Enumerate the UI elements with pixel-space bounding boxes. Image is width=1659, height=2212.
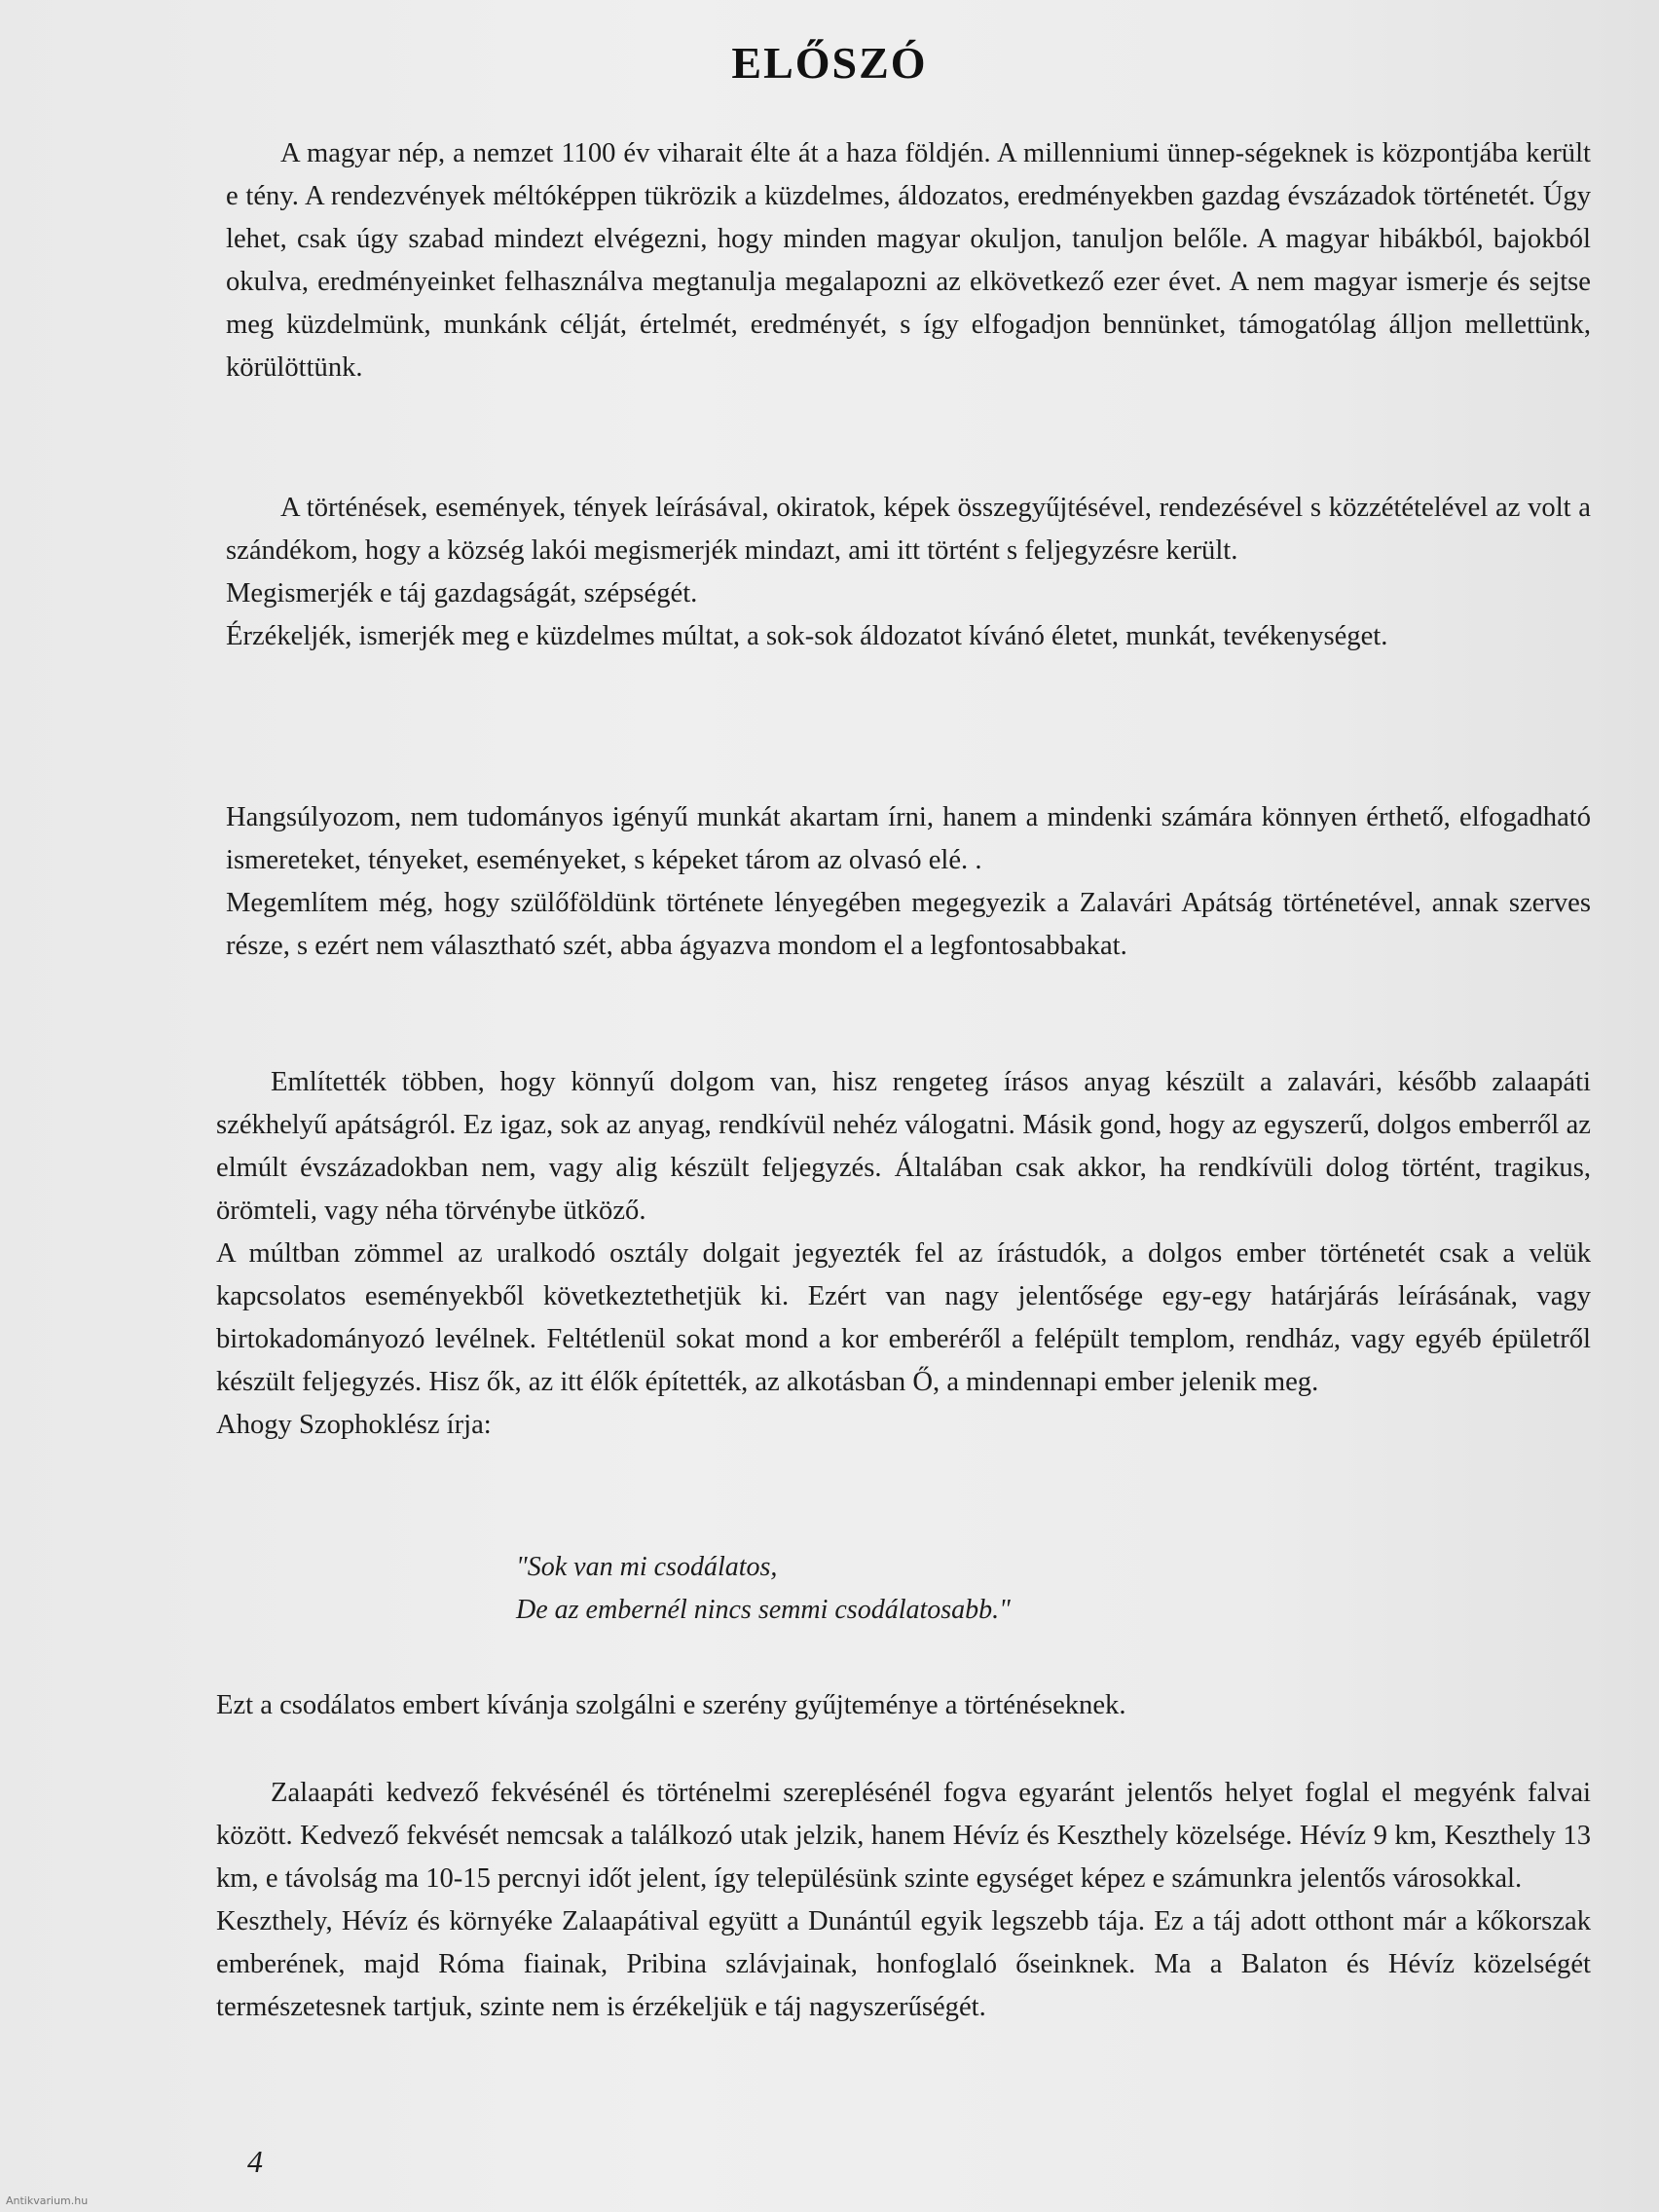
paragraph: A múltban zömmel az uralkodó osztály dolgait jegyezték fel az írástudók, a dolgos ember történetét csak a velük kapcsolatos eseményekből következtethetjük ki. Ezért van nagy jelentősége egy-egy határjárás leírásának, vagy birtokadományozó levélnek. Feltétlenül sokat mond a kor emberéről a felépült templom, rendház, vagy egyéb épületről készült feljegyzés. Hisz ők, az itt élők építették, az alkotásban Ő, a mindennapi ember jelenik meg. [216,1238,1591,1397]
quote-line: "Sok van mi csodálatos, [516,1552,778,1582]
paragraph-group-3 [226,796,1591,968]
paragraph: A magyar nép, a nemzet 1100 év viharait élte át a haza földjén. A millenniumi ünnep-ségeknek is központjába került e tény. A rendezvények méltóképpen tükrözik a küzdelmes, áldozatos, eredményekben gazdag évszázadok történetét. Úgy lehet, csak úgy szabad mindezt elvégezni, hogy minden magyar okuljon, tanuljon belőle. A magyar hibákból, bajokból okulva, eredményeinket felhasználva megtanulja megalapozni az elkövetkező ezer évet. A nem magyar ismerje és sejtse meg küzdelmünk, munkánk célját, értelmét, eredményét, s így elfogadjon bennünket, támogatólag álljon mellettünk, körülöttünk. [226,138,1591,383]
paragraph-group-4 [216,1061,1591,1447]
paragraph: Zalaapáti kedvező fekvésénél és történelmi szereplésénél fogva egyaránt jelentős helyet foglal el megyénk falvai között. Kedvező fekvését nemcsak a találkozó utak jelzik, hanem Hévíz és Keszthely közelsége. Hévíz 9 km, Keszthely 13 km, e távolság ma 10-15 percnyi időt jelent, így településünk szinte egységet képez e számunkra jelentős városokkal. [216,1778,1591,1894]
paragraph: Megismerjék e táj gazdagságát, szépségét. [226,578,698,608]
paragraph: Megemlítem még, hogy szülőföldünk története lényegében megegyezik a Zalavári Apátság történetével, annak szerves része, s ezért nem választható szét, abba ágyazva mondom el a legfontosabbakat. [226,888,1591,961]
paragraph: Ezt a csodálatos embert kívánja szolgálni e szerény gyűjteménye a történéseknek. [216,1690,1126,1720]
paragraph: Hangsúlyozom, nem tudományos igényű munkát akartam írni, hanem a mindenki számára könnyen érthető, elfogadható ismereteket, tényeket, eseményeket, s képeket tárom az olvasó elé. . [226,802,1591,875]
page-number: 4 [247,2144,263,2179]
paragraph-group-6 [216,1772,1591,2029]
paragraph: Érzékeljék, ismerjék meg e küzdelmes múltat, a sok-sok áldozatot kívánó életet, munkát, tevékenységet. [226,621,1388,651]
watermark: Antikvarium.hu [6,2194,89,2207]
paragraph: Keszthely, Hévíz és környéke Zalaapátival együtt a Dunántúl egyik legszebb tája. Ez a táj adott otthont már a kőkorszak emberének, majd Róma fiainak, Pribina szlávjainak, honfoglaló őseinknek. Ma a Balaton és Hévíz közelségét természetesnek tartjuk, szinte nem is érzékeljük e táj nagyszerűségét. [216,1906,1591,2022]
sophocles-quote [516,1546,1392,1632]
paragraph-group-2 [226,487,1591,658]
paragraph: Említették többen, hogy könnyű dolgom van, hisz rengeteg írásos anyag készült a zalavári, később zalaapáti székhelyű apátságról. Ez igaz, sok az anyag, rendkívül nehéz válogatni. Másik gond, hogy az egyszerű, dolgos emberről az elmúlt évszázadokban nem, vagy alig készült feljegyzés. Általában csak akkor, ha rendkívüli dolog történt, tragikus, örömteli, vagy néha törvénybe ütköző. [216,1067,1591,1226]
quote-line: De az embernél nincs semmi csodálatosabb." [516,1595,1011,1625]
paragraph-group-1 [226,132,1591,389]
paragraph: Ahogy Szophoklész írja: [216,1410,492,1440]
paragraph-group-5 [216,1684,1591,1727]
paragraph: A történések, események, tények leírásával, okiratok, képek összegyűjtésével, rendezésével s közzétételével az volt a szándékom, hogy a község lakói megismerjék mindazt, ami itt történt s feljegyzésre került. [226,493,1591,566]
page-title: ELŐSZÓ [731,38,928,88]
